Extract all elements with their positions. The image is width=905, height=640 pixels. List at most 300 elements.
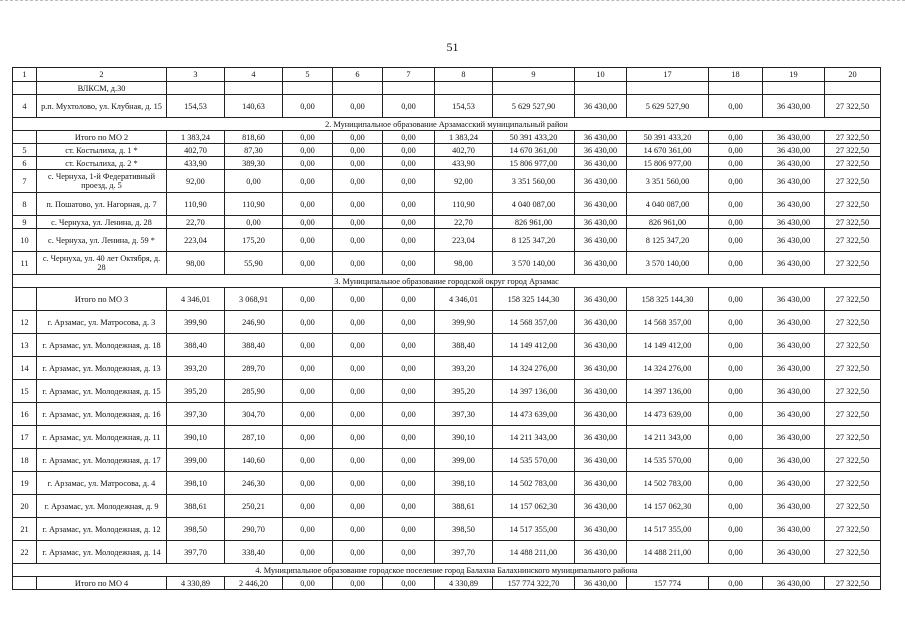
- table-cell: 140,63: [225, 95, 283, 118]
- table-cell: 12: [13, 311, 37, 334]
- table-row: [13, 541, 881, 564]
- table-cell: 36 430,00: [575, 144, 627, 157]
- table-cell: 3 351 560,00: [493, 170, 575, 193]
- table-cell: 0,00: [333, 288, 383, 311]
- table-cell: 27 322,50: [825, 193, 881, 216]
- table-cell: [283, 82, 333, 95]
- table-cell: 0,00: [383, 403, 435, 426]
- table-cell: 0,00: [709, 403, 763, 426]
- table-cell: [13, 288, 37, 311]
- table-cell: 158 325 144,30: [627, 288, 709, 311]
- register-table: [12, 67, 881, 590]
- table-cell: 50 391 433,20: [493, 131, 575, 144]
- table-cell: 402,70: [167, 144, 225, 157]
- table-cell: 17: [13, 426, 37, 449]
- table-cell: 390,10: [435, 426, 493, 449]
- column-number-cell: 19: [763, 68, 825, 82]
- table-cell: 36 430,00: [763, 216, 825, 229]
- table-cell: 6: [13, 157, 37, 170]
- table-cell: 36 430,00: [763, 229, 825, 252]
- table-cell: [225, 82, 283, 95]
- table-cell: 36 430,00: [575, 170, 627, 193]
- column-number-cell: 1: [13, 68, 37, 82]
- table-cell: 0,00: [333, 472, 383, 495]
- table-cell: 8: [13, 193, 37, 216]
- address-cell: ст. Костылиха, д. 2 *: [37, 157, 167, 170]
- table-cell: 27 322,50: [825, 229, 881, 252]
- column-number-cell: 5: [283, 68, 333, 82]
- table-cell: 433,90: [435, 157, 493, 170]
- table-cell: 10: [13, 229, 37, 252]
- table-cell: 0,00: [283, 193, 333, 216]
- table-cell: 158 325 144,30: [493, 288, 575, 311]
- table-cell: 98,00: [435, 252, 493, 275]
- table-cell: 0,00: [333, 541, 383, 564]
- table-cell: 27 322,50: [825, 170, 881, 193]
- table-cell: 36 430,00: [763, 518, 825, 541]
- table-cell: 0,00: [383, 216, 435, 229]
- table-cell: 0,00: [283, 472, 333, 495]
- table-cell: 154,53: [435, 95, 493, 118]
- table-cell: 27 322,50: [825, 144, 881, 157]
- table-cell: 175,20: [225, 229, 283, 252]
- table-cell: 0,00: [283, 334, 333, 357]
- table-cell: 14 488 211,00: [627, 541, 709, 564]
- table-cell: 0,00: [383, 311, 435, 334]
- table-cell: 0,00: [283, 216, 333, 229]
- table-cell: 304,70: [225, 403, 283, 426]
- table-cell: [13, 82, 37, 95]
- table-cell: 0,00: [333, 157, 383, 170]
- table-cell: 4 346,01: [167, 288, 225, 311]
- table-cell: 398,10: [167, 472, 225, 495]
- table-cell: 27 322,50: [825, 472, 881, 495]
- table-cell: 0,00: [333, 403, 383, 426]
- table-cell: 0,00: [383, 577, 435, 590]
- table-cell: 0,00: [333, 380, 383, 403]
- table-cell: 0,00: [709, 426, 763, 449]
- table-cell: [13, 131, 37, 144]
- table-cell: [435, 82, 493, 95]
- table-cell: 399,00: [435, 449, 493, 472]
- table-cell: [493, 82, 575, 95]
- table-cell: 36 430,00: [763, 144, 825, 157]
- table-cell: 1 383,24: [435, 131, 493, 144]
- table-cell: 397,70: [435, 541, 493, 564]
- table-cell: 0,00: [225, 170, 283, 193]
- table-cell: 338,40: [225, 541, 283, 564]
- table-cell: 36 430,00: [575, 541, 627, 564]
- table-cell: 0,00: [709, 334, 763, 357]
- table-cell: 0,00: [709, 311, 763, 334]
- address-cell: г. Арзамас, ул. Молодежная, д. 17: [37, 449, 167, 472]
- table-cell: 0,00: [283, 229, 333, 252]
- table-cell: 0,00: [709, 357, 763, 380]
- table-cell: 140,60: [225, 449, 283, 472]
- table-cell: 0,00: [709, 380, 763, 403]
- table-row: [13, 334, 881, 357]
- address-cell: с. Чернуха, ул. 40 лет Октября, д. 28: [37, 252, 167, 275]
- table-cell: 0,00: [709, 216, 763, 229]
- table-cell: 399,90: [167, 311, 225, 334]
- table-cell: 14 397 136,00: [627, 380, 709, 403]
- register-table-container: [12, 67, 880, 590]
- table-cell: [709, 82, 763, 95]
- table-cell: 36 430,00: [575, 95, 627, 118]
- table-cell: 0,00: [283, 380, 333, 403]
- table-cell: 0,00: [383, 157, 435, 170]
- table-cell: 395,20: [167, 380, 225, 403]
- table-cell: 27 322,50: [825, 426, 881, 449]
- table-cell: 397,30: [435, 403, 493, 426]
- page-edge: [0, 0, 905, 5]
- table-cell: 92,00: [435, 170, 493, 193]
- table-cell: 0,00: [225, 216, 283, 229]
- table-cell: 36 430,00: [763, 157, 825, 170]
- address-cell: г. Арзамас, ул. Матросова, д. 3: [37, 311, 167, 334]
- table-row: [13, 426, 881, 449]
- table-cell: 27 322,50: [825, 357, 881, 380]
- table-cell: 4: [13, 95, 37, 118]
- table-cell: 36 430,00: [763, 403, 825, 426]
- table-cell: 4 040 087,00: [493, 193, 575, 216]
- table-cell: 36 430,00: [763, 577, 825, 590]
- table-cell: 0,00: [283, 311, 333, 334]
- table-cell: 0,00: [333, 144, 383, 157]
- address-cell: г. Арзамас, ул. Молодежная, д. 9: [37, 495, 167, 518]
- table-cell: 0,00: [709, 288, 763, 311]
- table-cell: 27 322,50: [825, 541, 881, 564]
- table-cell: 22,70: [167, 216, 225, 229]
- address-cell: Итого по МО 2: [37, 131, 167, 144]
- table-cell: 14: [13, 357, 37, 380]
- table-cell: 398,50: [167, 518, 225, 541]
- table-cell: 0,00: [283, 541, 333, 564]
- table-cell: 14 211 343,00: [627, 426, 709, 449]
- page-number: 51: [446, 40, 459, 54]
- table-cell: [167, 82, 225, 95]
- table-cell: 3 570 140,00: [627, 252, 709, 275]
- table-cell: 36 430,00: [763, 426, 825, 449]
- address-cell: ВЛКСМ, д.30: [37, 82, 167, 95]
- table-cell: 11: [13, 252, 37, 275]
- table-cell: 0,00: [383, 380, 435, 403]
- table-cell: 27 322,50: [825, 252, 881, 275]
- table-cell: 27 322,50: [825, 403, 881, 426]
- table-row: [13, 193, 881, 216]
- table-cell: [825, 82, 881, 95]
- table-cell: 0,00: [383, 472, 435, 495]
- table-cell: 157 774 322,70: [493, 577, 575, 590]
- address-cell: г. Арзамас, ул. Молодежная, д. 18: [37, 334, 167, 357]
- table-cell: 393,20: [435, 357, 493, 380]
- table-cell: 27 322,50: [825, 95, 881, 118]
- table-cell: 0,00: [383, 95, 435, 118]
- table-cell: 250,21: [225, 495, 283, 518]
- subtotal-row: [13, 577, 881, 590]
- table-cell: 9: [13, 216, 37, 229]
- table-cell: 223,04: [167, 229, 225, 252]
- table-cell: 27 322,50: [825, 216, 881, 229]
- section-heading-row: [13, 275, 881, 288]
- address-cell: р.п. Мухтолово, ул. Клубная, д. 15: [37, 95, 167, 118]
- table-cell: 0,00: [383, 170, 435, 193]
- table-cell: 154,53: [167, 95, 225, 118]
- table-cell: 3 351 560,00: [627, 170, 709, 193]
- table-cell: 0,00: [333, 193, 383, 216]
- column-number-cell: 8: [435, 68, 493, 82]
- table-cell: 388,40: [225, 334, 283, 357]
- table-cell: 0,00: [333, 311, 383, 334]
- table-cell: 14 517 355,00: [627, 518, 709, 541]
- table-cell: 14 670 361,00: [493, 144, 575, 157]
- table-cell: 36 430,00: [575, 216, 627, 229]
- table-cell: 0,00: [383, 193, 435, 216]
- table-cell: [13, 577, 37, 590]
- address-cell: с. Чернуха, ул. Ленина, д. 59 *: [37, 229, 167, 252]
- table-cell: 0,00: [383, 131, 435, 144]
- table-row: [13, 518, 881, 541]
- table-cell: 14 568 357,00: [493, 311, 575, 334]
- table-cell: 290,70: [225, 518, 283, 541]
- table-cell: 5: [13, 144, 37, 157]
- table-cell: 0,00: [283, 170, 333, 193]
- table-cell: 36 430,00: [575, 403, 627, 426]
- table-cell: 36 430,00: [763, 288, 825, 311]
- table-cell: 393,20: [167, 357, 225, 380]
- table-cell: 0,00: [333, 334, 383, 357]
- table-cell: 36 430,00: [763, 357, 825, 380]
- table-cell: 0,00: [709, 229, 763, 252]
- table-cell: 36 430,00: [575, 229, 627, 252]
- table-cell: 0,00: [333, 577, 383, 590]
- table-cell: 397,70: [167, 541, 225, 564]
- section-heading: 4. Муниципальное образование городское поселение город Балахна Балахнинского муниципального района: [13, 564, 881, 577]
- table-row: [13, 229, 881, 252]
- column-number-cell: 2: [37, 68, 167, 82]
- table-cell: 22: [13, 541, 37, 564]
- table-row: [13, 472, 881, 495]
- table-cell: 15 806 977,00: [493, 157, 575, 170]
- table-cell: 14 324 276,00: [627, 357, 709, 380]
- table-cell: 0,00: [283, 95, 333, 118]
- table-cell: 287,10: [225, 426, 283, 449]
- table-cell: 36 430,00: [763, 495, 825, 518]
- table-cell: 14 149 412,00: [627, 334, 709, 357]
- table-cell: 14 397 136,00: [493, 380, 575, 403]
- table-cell: 36 430,00: [575, 131, 627, 144]
- table-cell: 0,00: [283, 357, 333, 380]
- table-cell: 16: [13, 403, 37, 426]
- table-cell: 14 473 639,00: [493, 403, 575, 426]
- table-cell: 0,00: [383, 252, 435, 275]
- address-cell: п. Пошатово, ул. Нагорная, д. 7: [37, 193, 167, 216]
- table-cell: 0,00: [283, 518, 333, 541]
- table-cell: 397,30: [167, 403, 225, 426]
- table-row: [13, 252, 881, 275]
- table-cell: 36 430,00: [575, 518, 627, 541]
- table-cell: 0,00: [709, 495, 763, 518]
- table-cell: 388,40: [167, 334, 225, 357]
- table-cell: 818,60: [225, 131, 283, 144]
- table-cell: 0,00: [333, 95, 383, 118]
- table-cell: 36 430,00: [575, 311, 627, 334]
- table-cell: 14 157 062,30: [627, 495, 709, 518]
- table-cell: 36 430,00: [575, 380, 627, 403]
- address-cell: г. Арзамас, ул. Молодежная, д. 11: [37, 426, 167, 449]
- table-cell: 8 125 347,20: [627, 229, 709, 252]
- table-cell: 20: [13, 495, 37, 518]
- table-cell: 55,90: [225, 252, 283, 275]
- table-cell: 389,30: [225, 157, 283, 170]
- section-heading: 3. Муниципальное образование городской округ город Арзамас: [13, 275, 881, 288]
- table-cell: 0,00: [283, 495, 333, 518]
- subtotal-row: [13, 131, 881, 144]
- table-cell: 14 502 783,00: [493, 472, 575, 495]
- table-cell: 0,00: [383, 518, 435, 541]
- table-cell: 110,90: [225, 193, 283, 216]
- table-cell: 0,00: [383, 229, 435, 252]
- table-cell: 7: [13, 170, 37, 193]
- table-cell: 0,00: [383, 426, 435, 449]
- table-cell: 36 430,00: [575, 357, 627, 380]
- table-cell: 19: [13, 472, 37, 495]
- table-row: [13, 403, 881, 426]
- table-row: [13, 144, 881, 157]
- table-cell: 110,90: [435, 193, 493, 216]
- table-cell: 36 430,00: [575, 449, 627, 472]
- table-cell: 289,70: [225, 357, 283, 380]
- table-cell: 98,00: [167, 252, 225, 275]
- column-number-cell: 6: [333, 68, 383, 82]
- table-cell: 223,04: [435, 229, 493, 252]
- table-cell: 826 961,00: [493, 216, 575, 229]
- column-number-cell: 10: [575, 68, 627, 82]
- subtotal-row: [13, 288, 881, 311]
- table-cell: 0,00: [333, 426, 383, 449]
- table-cell: 36 430,00: [575, 334, 627, 357]
- table-cell: 388,61: [167, 495, 225, 518]
- table-cell: 0,00: [709, 577, 763, 590]
- address-cell: с. Чернуха, 1-й Федеративный проезд, д. 5: [37, 170, 167, 193]
- table-cell: 0,00: [283, 577, 333, 590]
- address-cell: г. Арзамас, ул. Молодежная, д. 16: [37, 403, 167, 426]
- table-cell: 15 806 977,00: [627, 157, 709, 170]
- table-cell: 14 502 783,00: [627, 472, 709, 495]
- table-cell: 14 535 570,00: [493, 449, 575, 472]
- address-cell: г. Арзамас, ул. Матросова, д. 4: [37, 472, 167, 495]
- address-cell: г. Арзамас, ул. Молодежная, д. 13: [37, 357, 167, 380]
- table-cell: 27 322,50: [825, 157, 881, 170]
- table-cell: [333, 82, 383, 95]
- table-cell: 0,00: [333, 229, 383, 252]
- table-cell: 399,90: [435, 311, 493, 334]
- table-cell: 0,00: [283, 288, 333, 311]
- address-cell: г. Арзамас, ул. Молодежная, д. 12: [37, 518, 167, 541]
- table-cell: 8 125 347,20: [493, 229, 575, 252]
- table-cell: 399,00: [167, 449, 225, 472]
- table-cell: [383, 82, 435, 95]
- table-cell: 27 322,50: [825, 449, 881, 472]
- table-cell: 0,00: [333, 518, 383, 541]
- table-row: [13, 82, 881, 95]
- table-cell: 0,00: [283, 426, 333, 449]
- table-cell: 0,00: [383, 495, 435, 518]
- table-row: [13, 449, 881, 472]
- table-cell: 1 383,24: [167, 131, 225, 144]
- table-cell: [763, 82, 825, 95]
- table-cell: 87,30: [225, 144, 283, 157]
- table-cell: 36 430,00: [575, 577, 627, 590]
- table-cell: 0,00: [709, 541, 763, 564]
- table-cell: 0,00: [333, 252, 383, 275]
- column-number-cell: 18: [709, 68, 763, 82]
- table-row: [13, 380, 881, 403]
- table-cell: 36 430,00: [763, 170, 825, 193]
- column-number-cell: 17: [627, 68, 709, 82]
- column-number-cell: 7: [383, 68, 435, 82]
- table-cell: 14 149 412,00: [493, 334, 575, 357]
- table-cell: 14 517 355,00: [493, 518, 575, 541]
- table-cell: 0,00: [709, 252, 763, 275]
- table-cell: 0,00: [333, 131, 383, 144]
- column-number-cell: 3: [167, 68, 225, 82]
- table-cell: 4 330,89: [435, 577, 493, 590]
- table-cell: 246,90: [225, 311, 283, 334]
- table-cell: 27 322,50: [825, 495, 881, 518]
- table-cell: 0,00: [383, 288, 435, 311]
- section-heading: 2. Муниципальное образование Арзамасский муниципальный район: [13, 118, 881, 131]
- table-cell: 0,00: [709, 131, 763, 144]
- table-cell: 92,00: [167, 170, 225, 193]
- table-cell: 21: [13, 518, 37, 541]
- table-cell: 110,90: [167, 193, 225, 216]
- table-cell: 14 157 062,30: [493, 495, 575, 518]
- table-cell: 402,70: [435, 144, 493, 157]
- column-number-cell: 4: [225, 68, 283, 82]
- table-row: [13, 495, 881, 518]
- table-cell: 36 430,00: [575, 157, 627, 170]
- table-cell: 0,00: [333, 357, 383, 380]
- column-number-cell: 9: [493, 68, 575, 82]
- table-cell: 0,00: [709, 193, 763, 216]
- table-cell: 27 322,50: [825, 380, 881, 403]
- table-cell: 0,00: [709, 95, 763, 118]
- table-cell: 14 211 343,00: [493, 426, 575, 449]
- table-cell: 27 322,50: [825, 131, 881, 144]
- table-cell: 27 322,50: [825, 334, 881, 357]
- address-cell: Итого по МО 3: [37, 288, 167, 311]
- table-cell: 0,00: [283, 449, 333, 472]
- table-cell: 36 430,00: [763, 252, 825, 275]
- section-heading-row: [13, 118, 881, 131]
- table-cell: 3 068,91: [225, 288, 283, 311]
- table-cell: 4 040 087,00: [627, 193, 709, 216]
- table-cell: 14 568 357,00: [627, 311, 709, 334]
- table-cell: 36 430,00: [575, 426, 627, 449]
- table-cell: 388,40: [435, 334, 493, 357]
- table-cell: 0,00: [709, 472, 763, 495]
- address-cell: г. Арзамас, ул. Молодежная, д. 15: [37, 380, 167, 403]
- table-cell: 433,90: [167, 157, 225, 170]
- table-cell: 246,30: [225, 472, 283, 495]
- table-cell: 0,00: [383, 144, 435, 157]
- table-cell: 4 346,01: [435, 288, 493, 311]
- table-cell: 0,00: [333, 216, 383, 229]
- table-cell: 5 629 527,90: [627, 95, 709, 118]
- table-cell: 36 430,00: [575, 495, 627, 518]
- table-cell: 27 322,50: [825, 288, 881, 311]
